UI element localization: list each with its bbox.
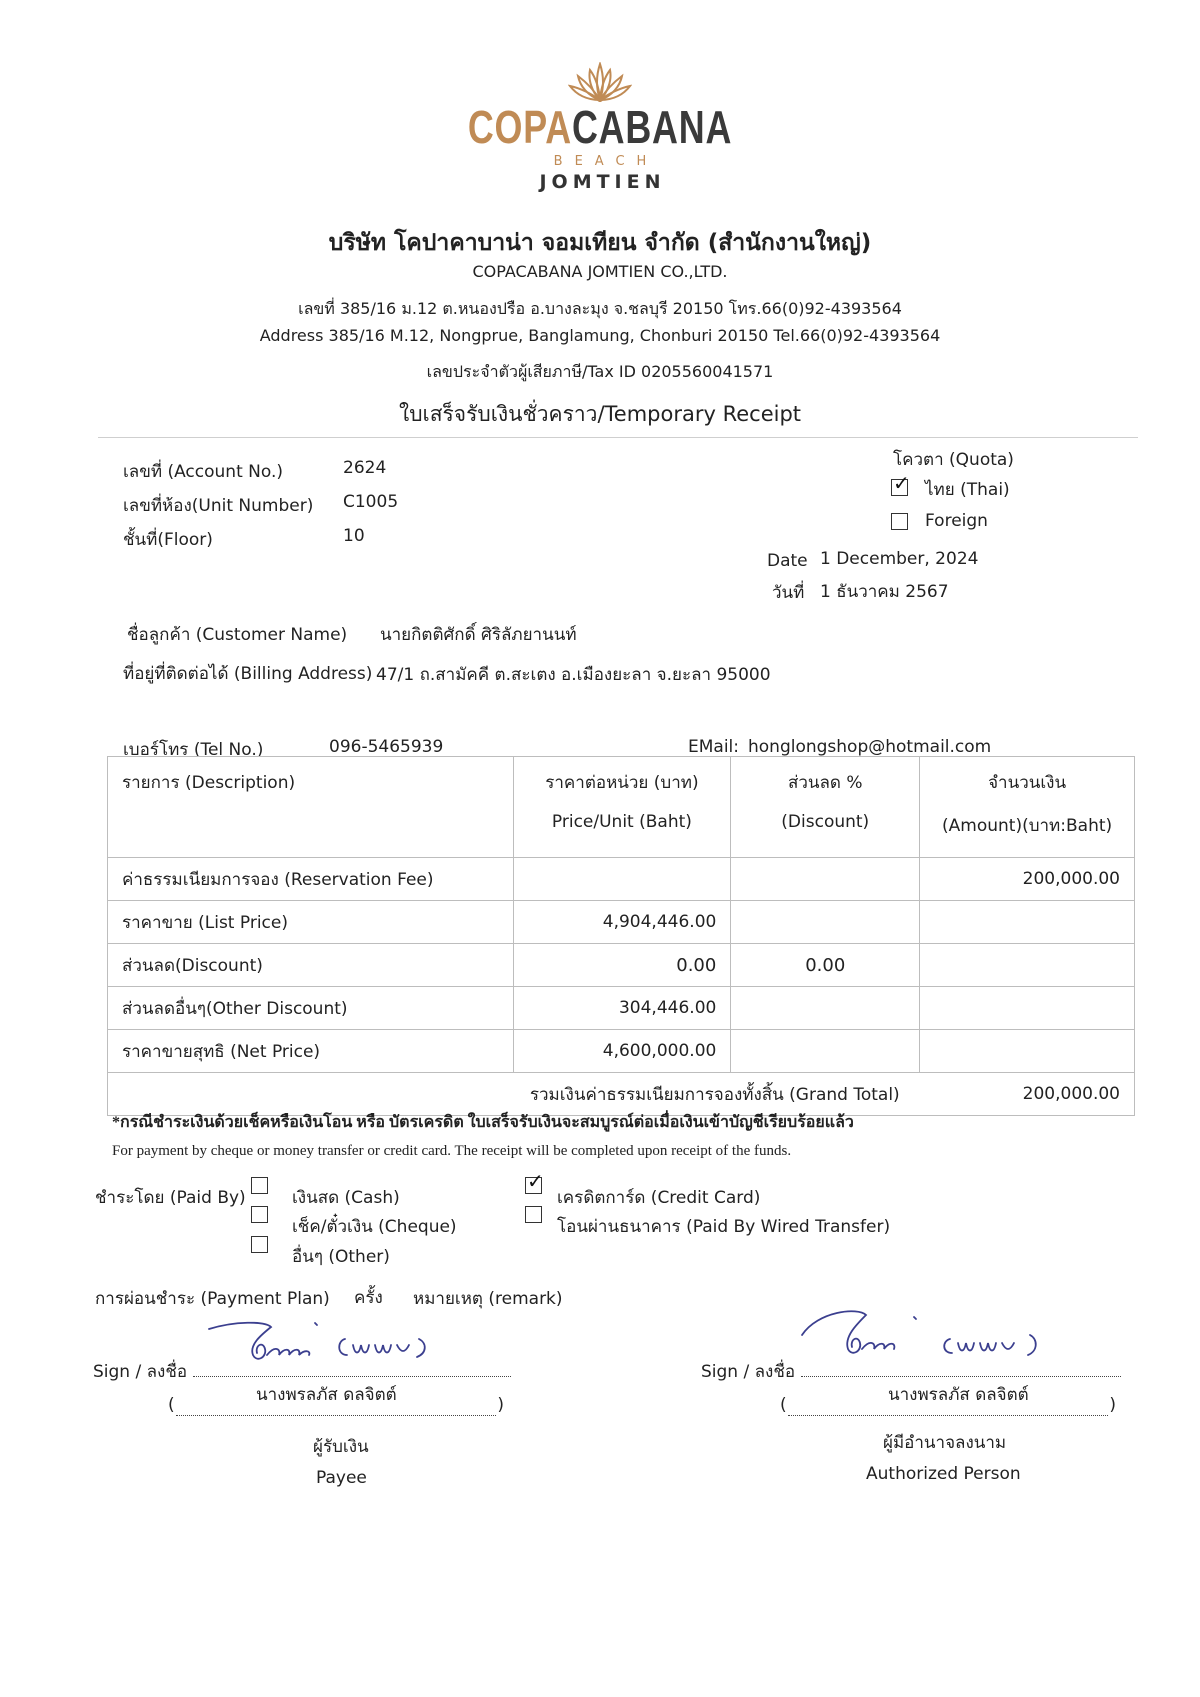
payment-note-th: *กรณีชำระเงินด้วยเช็คหรือเงินโอน หรือ บัตรเครดิต ใบเสร็จรับเงินจะสมบูรณ์ต่อเมื่อเงินเข้าบัญชีเรียบร้อยแล้ว [112, 1114, 854, 1131]
table-row [108, 987, 1135, 1030]
payment-note-en: For payment by cheque or money transfer or credit card. The receipt will be completed upon receipt of the funds. [112, 1143, 792, 1159]
authorized-name: นางพรลภัส ดลจิตต์ [888, 1385, 1029, 1405]
authorized-role-th: ผู้มีอำนาจลงนาม [883, 1433, 1007, 1453]
row-description: ราคาขายสุทธิ (Net Price) [108, 1030, 514, 1073]
customer-name-value: นายกิตติศักดิ์ ศิริลัภยานนท์ [380, 625, 577, 645]
other-checkbox[interactable] [251, 1236, 268, 1253]
unit-number-value: C1005 [343, 492, 399, 512]
floor-value: 10 [343, 526, 365, 546]
grand-total-value: 200,000.00 [920, 1073, 1135, 1116]
tel-value: 096-5465939 [329, 737, 444, 757]
floor-label: ชั้นที่(Floor) [123, 530, 213, 550]
row-amount [920, 944, 1135, 987]
row-discount [731, 901, 920, 944]
table-row [108, 944, 1135, 987]
header-amount [920, 757, 1135, 858]
cash-checkbox[interactable] [251, 1177, 268, 1194]
billing-address-label: ที่อยู่ที่ติดต่อได้ (Billing Address) [123, 664, 373, 684]
payee-role-en: Payee [316, 1468, 367, 1488]
cheque-label: เช็ค/ตั๋วเงิน (Cheque) [292, 1217, 457, 1237]
date-th-value: 1 ธันวาคม 2567 [820, 582, 949, 602]
check-icon: ✓ [527, 1169, 544, 1193]
table-header-row [108, 757, 1135, 858]
date-value: 1 December, 2024 [820, 549, 979, 569]
paid-by-label: ชำระโดย (Paid By) [95, 1188, 246, 1208]
row-description: ราคาขาย (List Price) [108, 901, 514, 944]
lotus-icon [568, 62, 632, 102]
other-label: อื่นๆ (Other) [292, 1247, 390, 1267]
account-no-value: 2624 [343, 458, 387, 478]
payee-sign-line [193, 1376, 511, 1377]
authorized-sign-label-text: Sign / ลงชื่อ [701, 1362, 796, 1382]
credit-card-label: เครดิตการ์ด (Credit Card) [557, 1188, 761, 1208]
quota-thai-checkbox[interactable] [891, 471, 910, 496]
row-description: ส่วนลด(Discount) [108, 944, 514, 987]
company-name-en: COPACABANA JOMTIEN CO.,LTD. [472, 262, 728, 281]
open-paren: ( [780, 1395, 787, 1415]
company-name-th: บริษัท โคปาคาบาน่า จอมเทียน จำกัด (สำนักงานใหญ่) [328, 230, 872, 256]
credit-card-checkbox[interactable] [525, 1169, 544, 1194]
close-paren: ) [1109, 1395, 1116, 1415]
brand-part2: CABANA [571, 101, 733, 153]
header-description-text: รายการ (Description) [122, 773, 296, 793]
check-icon: ✓ [893, 471, 910, 495]
date-th-label: วันที่ [772, 583, 805, 603]
row-discount [731, 858, 920, 901]
open-paren: ( [168, 1395, 175, 1415]
tel-label: เบอร์โทร (Tel No.) [123, 740, 264, 760]
row-description: ส่วนลดอื่นๆ(Other Discount) [108, 987, 514, 1030]
header-description [108, 757, 514, 858]
payee-name: นางพรลภัส ดลจิตต์ [256, 1385, 397, 1405]
account-no-label: เลขที่ (Account No.) [123, 462, 283, 482]
cheque-checkbox[interactable] [251, 1206, 268, 1223]
wire-transfer-checkbox[interactable] [525, 1206, 542, 1223]
date-label: Date [767, 551, 808, 571]
header-price [513, 757, 731, 858]
payment-plan-label: การผ่อนชำระ (Payment Plan) [95, 1289, 330, 1309]
row-description: ค่าธรรมเนียมการจอง (Reservation Fee) [108, 858, 514, 901]
grand-total-label: รวมเงินค่าธรรมเนียมการจองทั้งสิ้น (Grand Total) [108, 1073, 920, 1116]
payee-sign-label-text: Sign / ลงชื่อ [93, 1362, 188, 1382]
quota-foreign-checkbox[interactable] [891, 513, 908, 530]
row-amount: 200,000.00 [920, 858, 1135, 901]
header-amount-en: (Amount)(บาท:Baht) [942, 816, 1113, 836]
row-price: 304,446.00 [513, 987, 731, 1030]
company-address-th: เลขที่ 385/16 ม.12 ต.หนองปรือ อ.บางละมุง จ.ชลบุรี 20150 โทร.66(0)92-4393564 [298, 299, 902, 318]
quota-foreign-label: Foreign [925, 511, 988, 531]
table-row [108, 901, 1135, 944]
company-address-en: Address 385/16 M.12, Nongprue, Banglamung, Chonburi 20150 Tel.66(0)92-4393564 [259, 326, 941, 345]
customer-name-label: ชื่อลูกค้า (Customer Name) [127, 625, 348, 645]
company-tax-id: เลขประจำตัวผู้เสียภาษี/Tax ID 0205560041571 [426, 362, 774, 381]
company-logo [0, 62, 1200, 193]
table-row [108, 1030, 1135, 1073]
header-amount-th: จำนวนเงิน [988, 773, 1067, 793]
quota-label: โควตา (Quota) [893, 450, 1014, 470]
billing-address-value: 47/1 ถ.สามัคคี ต.สะเตง อ.เมืองยะลา จ.ยะลา 95000 [376, 665, 771, 685]
row-discount: 0.00 [731, 944, 920, 987]
brand-beach: BEACH [553, 154, 659, 169]
header-price-th: ราคาต่อหน่วย (บาท) [545, 773, 699, 793]
header-discount [731, 757, 920, 858]
row-price: 0.00 [513, 944, 731, 987]
email-label: EMail: [688, 737, 739, 757]
payment-times-label: ครั้ง [354, 1288, 383, 1308]
row-price: 4,600,000.00 [513, 1030, 731, 1073]
row-amount [920, 901, 1135, 944]
quota-thai-label: ไทย (Thai) [925, 480, 1010, 500]
table-row [108, 858, 1135, 901]
cash-label: เงินสด (Cash) [292, 1188, 400, 1208]
header-discount-th: ส่วนลด % [787, 773, 863, 793]
remark-label: หมายเหตุ (remark) [413, 1289, 563, 1309]
header-price-en: Price/Unit (Baht) [551, 812, 692, 832]
items-table [107, 756, 1135, 1116]
authorized-sign-line [801, 1376, 1121, 1377]
payee-role-th: ผู้รับเงิน [313, 1437, 369, 1457]
email-value: honglongshop@hotmail.com [748, 737, 992, 757]
authorized-role-en: Authorized Person [866, 1464, 1021, 1484]
brand-name [132, 101, 1068, 153]
close-paren: ) [497, 1395, 504, 1415]
document-title: ใบเสร็จรับเงินชั่วคราว/Temporary Receipt [398, 402, 802, 426]
brand-location: JOMTIEN [539, 171, 666, 193]
unit-number-label: เลขที่ห้อง(Unit Number) [123, 496, 314, 516]
header-discount-en: (Discount) [781, 812, 870, 832]
row-discount [731, 1030, 920, 1073]
row-price [513, 858, 731, 901]
row-price: 4,904,446.00 [513, 901, 731, 944]
brand-part1: COPA [467, 101, 572, 153]
header-divider [98, 437, 1138, 438]
row-amount [920, 1030, 1135, 1073]
row-discount [731, 987, 920, 1030]
wire-transfer-label: โอนผ่านธนาคาร (Paid By Wired Transfer) [557, 1217, 891, 1237]
row-amount [920, 987, 1135, 1030]
